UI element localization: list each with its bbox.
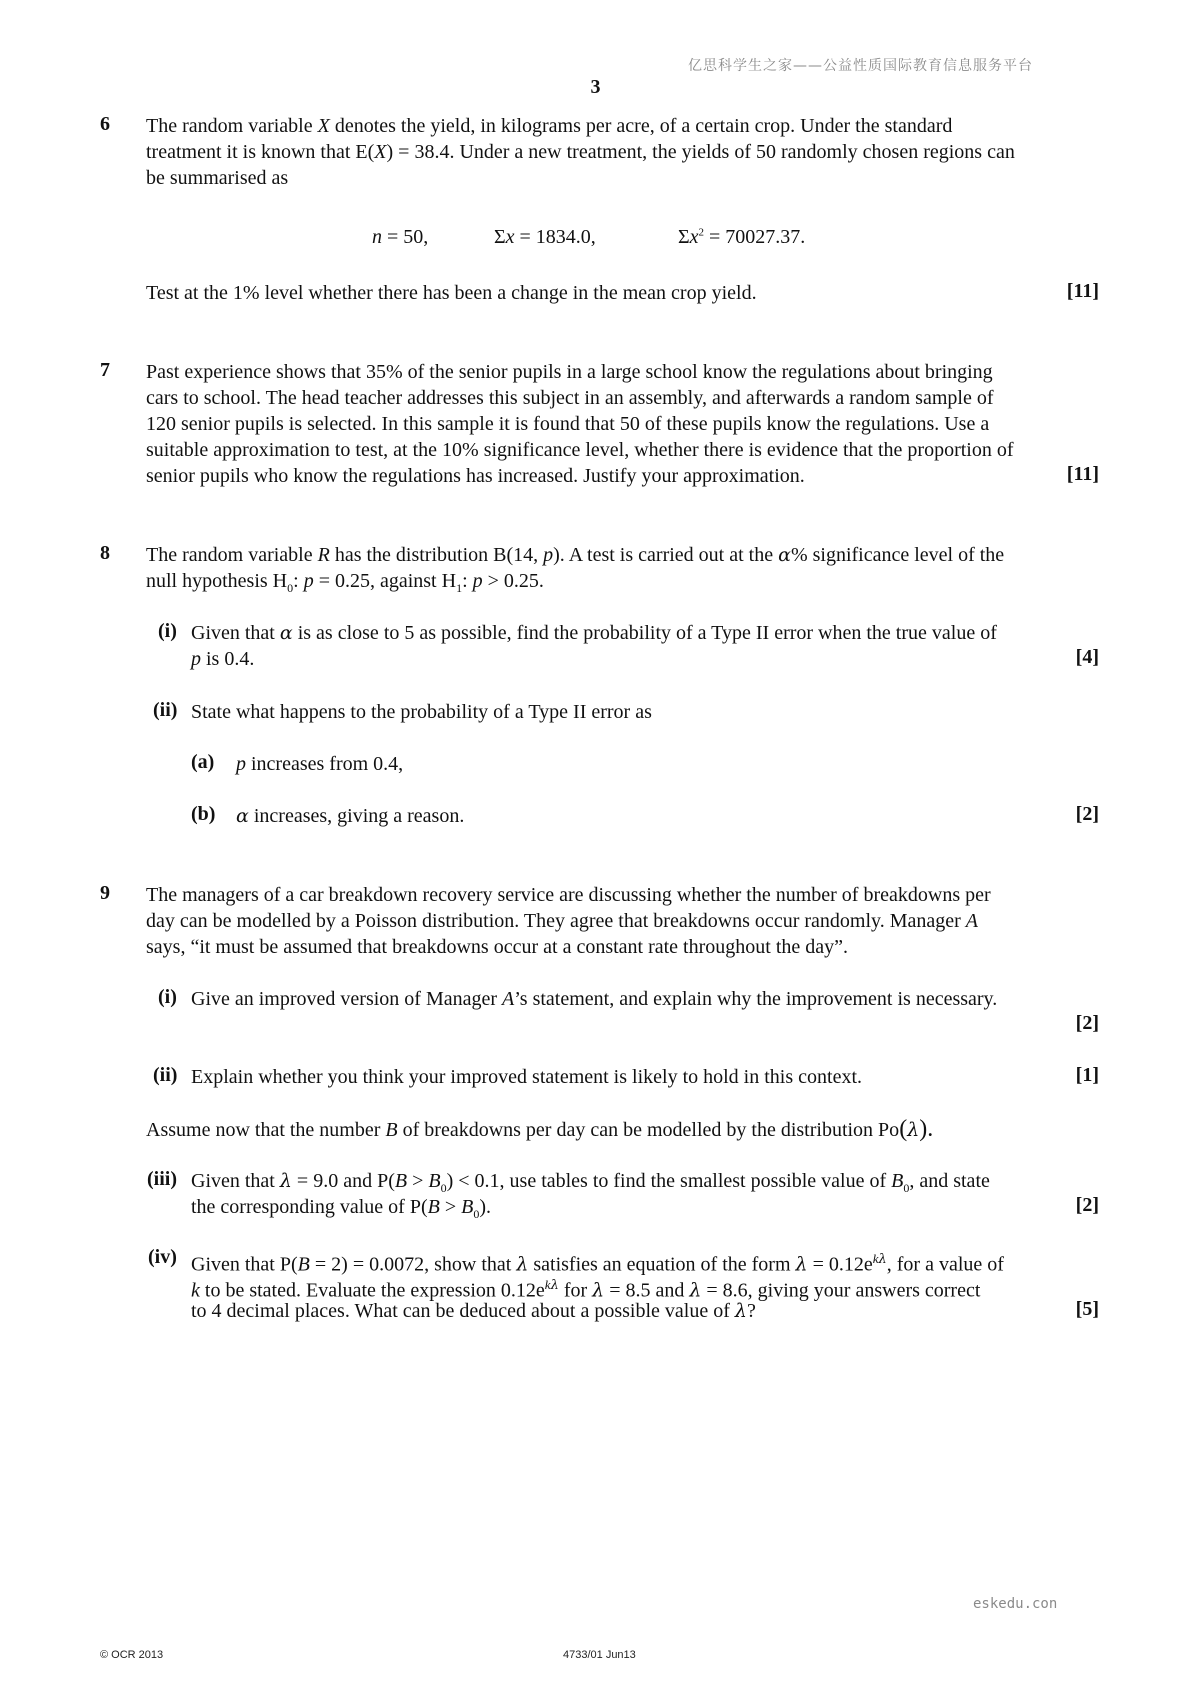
question-9-number: 9	[100, 882, 110, 904]
footer-paper-code: 4733/01 Jun13	[563, 1649, 636, 1661]
question-8-number: 8	[100, 542, 110, 564]
q8-part-i-line-2: p is 0.4.	[191, 648, 255, 670]
q9-part-i-marks: [2]	[1075, 1012, 1099, 1034]
q8-line-1: The random variable R has the distribution B(14, p). A test is carried out at the α% significance level of the	[146, 544, 1005, 566]
q9-part-iv-marks: [5]	[1075, 1298, 1099, 1320]
q8-part-i-line-1: Given that α is as close to 5 as possible, find the probability of a Type II error when the true value of	[191, 622, 997, 644]
q8-part-b-label: (b)	[191, 803, 216, 825]
q8-part-b-text: α increases, giving a reason.	[236, 805, 465, 827]
q9-line-1: The managers of a car breakdown recovery service are discussing whether the number of breakdowns per	[146, 884, 991, 906]
page-number: 3	[590, 76, 601, 98]
q9-line-2: day can be modelled by a Poisson distribution. They agree that breakdowns occur randomly. Manager A	[146, 910, 978, 932]
q9-part-iii-marks: [2]	[1075, 1194, 1099, 1216]
question-6-number: 6	[100, 113, 110, 135]
q8-part-ii-label: (ii)	[153, 699, 178, 721]
q9-part-iv-line-2: k to be stated. Evaluate the expression $0.12e^{k\lambda}$ for λ = 8.5 and λ = 8.6, giving your answers correct	[191, 1277, 981, 1302]
q9-part-i-text: Give an improved version of Manager A’s statement, and explain why the improvement is necessary.	[191, 988, 998, 1010]
q8-part-i-label: (i)	[158, 620, 177, 642]
q8-line-2: null hypothesis $H_0$: p = 0.25, against $H_1$: p > 0.25.	[146, 570, 544, 595]
q8-part-ii-marks: [2]	[1075, 803, 1099, 825]
q9-part-ii-label: (ii)	[153, 1064, 178, 1086]
q7-line-5: senior pupils who know the regulations has increased. Justify your approximation.	[146, 465, 805, 487]
q9-part-iii-label: (iii)	[147, 1168, 177, 1190]
q9-line-3: says, “it must be assumed that breakdowns occur at a constant rate throughout the day”.	[146, 936, 849, 958]
q9-part-ii-marks: [1]	[1075, 1064, 1099, 1086]
q7-line-4: suitable approximation to test, at the 10% significance level, whether there is evidence that the proportion of	[146, 439, 1014, 461]
q9-part-iv-line-1: Given that P(B = 2) = 0.0072, show that λ satisfies an equation of the form $\lambda = 0.12e^{k\lambda}$, for a value of	[191, 1251, 1004, 1276]
q9-part-i-label: (i)	[158, 986, 177, 1008]
q9-part-iv-label: (iv)	[148, 1246, 177, 1268]
q7-line-2: cars to school. The head teacher addresses this subject in an assembly, and afterwards a random sample of	[146, 387, 994, 409]
q7-line-1: Past experience shows that 35% of the senior pupils in a large school know the regulations about bringing	[146, 361, 993, 383]
q8-part-a-text: p increases from 0.4,	[236, 753, 404, 775]
q8-part-a-label: (a)	[191, 751, 215, 773]
q6-line-3: be summarised as	[146, 167, 289, 189]
q6-test-instruction: Test at the 1% level whether there has been a change in the mean crop yield.	[146, 282, 757, 304]
question-7-number: 7	[100, 359, 110, 381]
q9-part-iii-line-1: Given that λ = 9.0 and $P(B > B_0) < 0.1$, use tables to find the smallest possible value of $B_0$, and state	[191, 1170, 990, 1195]
q9-assumption: Assume now that the number B of breakdowns per day can be modelled by the distribution Po(λ).	[146, 1116, 934, 1142]
footer-copyright: © OCR 2013	[100, 1649, 164, 1661]
watermark-footer-site: eskedu.con	[973, 1596, 1058, 1612]
watermark-header: 亿思科学生之家——公益性质国际教育信息服务平台	[688, 58, 1033, 74]
q6-marks: [11]	[1066, 280, 1099, 302]
q7-line-3: 120 senior pupils is selected. In this sample it is found that 50 of these pupils know the regulations. Use a	[146, 413, 990, 435]
q9-part-iv-line-3: to 4 decimal places. What can be deduced about a possible value of λ?	[191, 1300, 756, 1322]
q7-marks: [11]	[1066, 463, 1099, 485]
q9-part-iii-line-2: the corresponding value of $P(B > B_0)$.	[191, 1196, 491, 1221]
q9-part-ii-text: Explain whether you think your improved statement is likely to hold in this context.	[191, 1066, 863, 1088]
q6-line-1: The random variable X denotes the yield, in kilograms per acre, of a certain crop. Under the standard	[146, 115, 953, 137]
q6-line-2: treatment it is known that E(X) = 38.4. Under a new treatment, the yields of 50 randomly chosen regions can	[146, 141, 1015, 163]
q8-part-ii-text: State what happens to the probability of a Type II error as	[191, 701, 652, 723]
q8-part-i-marks: [4]	[1075, 646, 1099, 668]
